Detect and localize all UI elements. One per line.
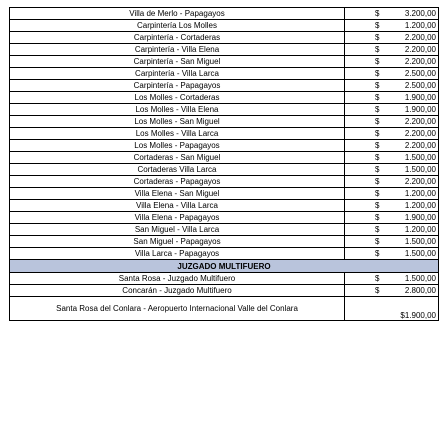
fare-row <box>10 92 439 104</box>
route-cell: Los Molles - Villa Larca <box>10 128 345 140</box>
price-amount: 2.800,00 <box>404 286 436 295</box>
route-cell: Los Molles - Cortaderas <box>10 92 345 104</box>
fare-row <box>10 152 439 164</box>
fare-row <box>10 200 439 212</box>
fare-row <box>10 236 439 248</box>
route-cell: Los Molles - Villa Elena <box>10 104 345 116</box>
currency-symbol: $ <box>375 81 380 90</box>
currency-symbol: $ <box>375 21 380 30</box>
route-cell: Carpintería Los Molles <box>10 20 345 32</box>
fare-row <box>10 248 439 260</box>
route-cell: Los Molles - Papagayos <box>10 140 345 152</box>
price-cell <box>345 116 439 128</box>
fare-row <box>10 212 439 224</box>
fare-row <box>10 32 439 44</box>
price-cell: $1.900,00 <box>345 297 439 321</box>
route-cell: Carpintería - Papagayos <box>10 80 345 92</box>
fare-row <box>10 273 439 285</box>
currency-symbol: $ <box>375 129 380 138</box>
fare-row <box>10 164 439 176</box>
fare-row <box>10 68 439 80</box>
price-cell <box>345 80 439 92</box>
price-amount: 2.200,00 <box>404 33 436 42</box>
price-amount: 1.900,00 <box>404 213 436 222</box>
currency-symbol: $ <box>375 225 380 234</box>
price-cell <box>345 20 439 32</box>
price-amount: 2.200,00 <box>404 57 436 66</box>
price-amount: 1.900,00 <box>404 105 436 114</box>
fare-row <box>10 80 439 92</box>
route-cell: Cortaderas - Papagayos <box>10 176 345 188</box>
currency-symbol: $ <box>375 141 380 150</box>
route-cell: Cortaderas Villa Larca <box>10 164 345 176</box>
fare-row <box>10 224 439 236</box>
route-cell: Santa Rosa - Juzgado Multifuero <box>10 273 345 285</box>
price-cell <box>345 104 439 116</box>
route-cell: Carpintería - Cortaderas <box>10 32 345 44</box>
fare-row <box>10 285 439 297</box>
fare-row <box>10 116 439 128</box>
currency-symbol: $ <box>375 249 380 258</box>
price-amount: 2.200,00 <box>404 141 436 150</box>
section-header: JUZGADO MULTIFUERO <box>10 260 439 273</box>
currency-symbol: $ <box>375 201 380 210</box>
price-cell <box>345 188 439 200</box>
price-cell <box>345 152 439 164</box>
price-cell <box>345 224 439 236</box>
fare-row <box>10 44 439 56</box>
price-cell <box>345 200 439 212</box>
currency-symbol: $ <box>375 93 380 102</box>
currency-symbol: $ <box>375 237 380 246</box>
route-cell: Carpintería - San Miguel <box>10 56 345 68</box>
price-cell <box>345 248 439 260</box>
price-amount: 2.200,00 <box>404 117 436 126</box>
currency-symbol: $ <box>375 9 380 18</box>
route-cell: Villa Elena - Papagayos <box>10 212 345 224</box>
price-amount: 1.200,00 <box>404 21 436 30</box>
price-cell <box>345 164 439 176</box>
route-cell: Carpintería - Villa Elena <box>10 44 345 56</box>
currency-symbol: $ <box>375 69 380 78</box>
section-header-row <box>10 260 439 273</box>
price-cell <box>345 92 439 104</box>
route-cell: Los Molles - San Miguel <box>10 116 345 128</box>
price-cell <box>345 273 439 285</box>
fare-row <box>10 188 439 200</box>
route-cell: San Miguel - Papagayos <box>10 236 345 248</box>
fare-row <box>10 140 439 152</box>
price-amount: 1.500,00 <box>404 165 436 174</box>
fare-row <box>10 128 439 140</box>
route-cell: San Miguel - Villa Larca <box>10 224 345 236</box>
currency-symbol: $ <box>375 177 380 186</box>
price-amount: 2.200,00 <box>404 177 436 186</box>
currency-symbol: $ <box>375 165 380 174</box>
fare-row-airport <box>10 297 439 321</box>
price-amount: 3.200,00 <box>404 9 436 18</box>
currency-symbol: $ <box>375 57 380 66</box>
currency-symbol: $ <box>375 213 380 222</box>
fare-row <box>10 176 439 188</box>
price-cell <box>345 68 439 80</box>
route-cell: Villa Elena - San Miguel <box>10 188 345 200</box>
fare-row <box>10 56 439 68</box>
price-amount: 2.500,00 <box>404 81 436 90</box>
currency-symbol: $ <box>375 105 380 114</box>
currency-symbol: $ <box>375 286 380 295</box>
route-cell: Carpintería - Villa Larca <box>10 68 345 80</box>
currency-symbol: $ <box>375 45 380 54</box>
fare-table <box>9 7 439 321</box>
price-cell <box>345 236 439 248</box>
route-cell: Cortaderas - San Miguel <box>10 152 345 164</box>
fare-row <box>10 20 439 32</box>
fare-table-body <box>10 8 439 321</box>
currency-symbol: $ <box>375 189 380 198</box>
currency-symbol: $ <box>375 117 380 126</box>
price-cell <box>345 44 439 56</box>
price-amount: 1.500,00 <box>404 249 436 258</box>
route-cell: Villa de Merlo - Papagayos <box>10 8 345 20</box>
price-amount: 1.200,00 <box>404 201 436 210</box>
price-cell <box>345 140 439 152</box>
fare-row <box>10 104 439 116</box>
price-amount: 1.500,00 <box>404 153 436 162</box>
currency-symbol: $ <box>375 153 380 162</box>
price-amount: 2.200,00 <box>404 129 436 138</box>
route-cell: Concarán - Juzgado Multifuero <box>10 285 345 297</box>
currency-symbol: $ <box>375 274 380 283</box>
price-amount: 2.500,00 <box>404 69 436 78</box>
price-cell <box>345 56 439 68</box>
price-amount: 1.500,00 <box>404 237 436 246</box>
price-cell <box>345 285 439 297</box>
price-amount: 1.200,00 <box>404 225 436 234</box>
route-cell: Santa Rosa del Conlara - Aeropuerto Internacional Valle del Conlara <box>10 297 345 321</box>
price-amount: 1.200,00 <box>404 189 436 198</box>
price-amount: 1.900,00 <box>404 93 436 102</box>
currency-symbol: $ <box>375 33 380 42</box>
price-cell <box>345 8 439 20</box>
price-cell <box>345 128 439 140</box>
route-cell: Villa Larca - Papagayos <box>10 248 345 260</box>
price-amount: 1.500,00 <box>404 274 436 283</box>
price-cell <box>345 212 439 224</box>
price-amount: 2.200,00 <box>404 45 436 54</box>
price-cell <box>345 32 439 44</box>
fare-row <box>10 8 439 20</box>
price-cell <box>345 176 439 188</box>
route-cell: Villa Elena - Villa Larca <box>10 200 345 212</box>
